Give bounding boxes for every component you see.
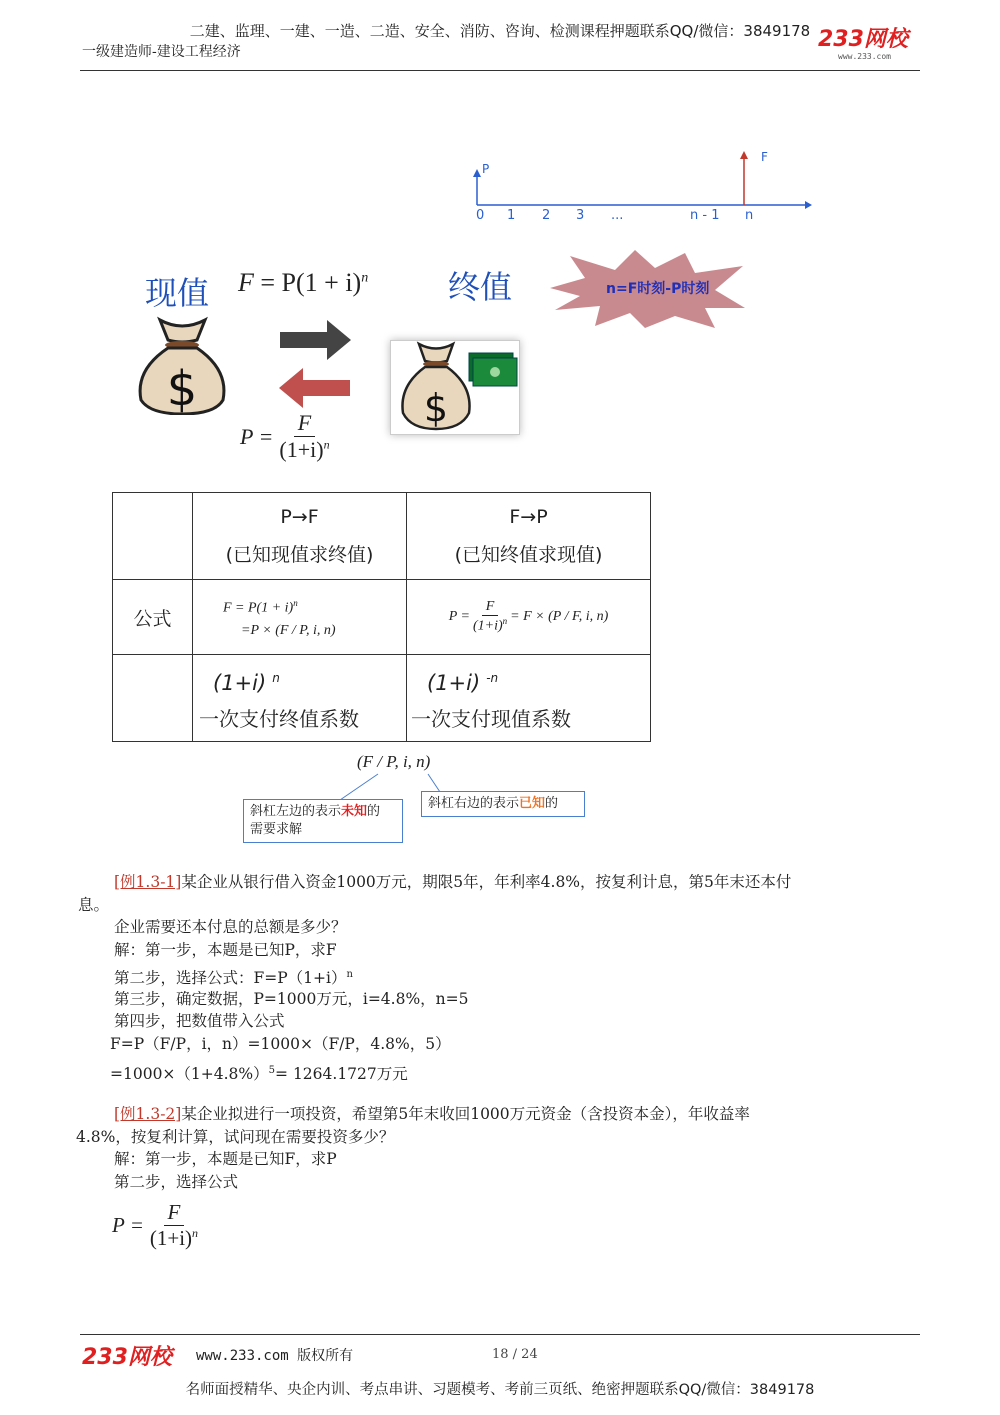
- tick-ellipsis: ...: [611, 208, 624, 223]
- coef2-cell: [407, 655, 651, 742]
- tick-1: 1: [507, 208, 516, 223]
- example2-formula: [112, 1200, 198, 1251]
- header-logo-url: www.233.com: [838, 52, 891, 61]
- col2-title: F→P: [509, 506, 548, 528]
- starburst-text: n=F时刻-P时刻: [606, 281, 710, 297]
- table-corner-cell: [113, 493, 193, 580]
- coef1-expr: (1+i): [213, 670, 267, 695]
- callout-left-highlight: 未知: [341, 804, 368, 819]
- notation-expr: (F / P, i, n): [357, 752, 431, 771]
- table-header-p-to-f: [193, 493, 407, 580]
- formula2-rhs: = F × (P / F, i, n): [510, 609, 609, 624]
- formula-p-den: $(1+i)^n$: [279, 437, 330, 462]
- coef2-expr: (1+i): [427, 670, 481, 695]
- formula1-exp: n: [293, 598, 298, 609]
- formula2-den: $(1+i)^n$: [472, 616, 508, 634]
- col1-title: P→F: [280, 506, 319, 528]
- coef2-exp: -n: [486, 670, 499, 685]
- svg-text:$: $: [423, 386, 449, 430]
- formula-p-lhs: P =: [240, 423, 274, 449]
- formula-f-lhs: F: [238, 268, 254, 297]
- example1-line4: 解：第一步，本题是已知P，求F: [114, 941, 337, 959]
- callout-left-line2: 需要求解: [250, 822, 303, 837]
- footer-copyright: www.233.com 版权所有: [196, 1348, 354, 1364]
- example1-line2: 息。: [78, 896, 110, 914]
- formula2-cell: [407, 580, 651, 655]
- example1-line5: 第二步，选择公式：$F=P(1+i)^n$: [114, 969, 353, 988]
- example1-text1: 某企业从银行借入资金1000万元，期限5年，年利率4.8%，按复利计息，第5年末还本付: [181, 873, 792, 891]
- table-row: [113, 493, 651, 580]
- example1-line3: 企业需要还本付息的总额是多少？: [114, 918, 347, 936]
- example1-label: [例1.3-1]: [114, 873, 182, 891]
- formula-present-value: [240, 410, 330, 463]
- coef1-name: 一次支付终值系数: [199, 706, 359, 731]
- svg-text:$: $: [166, 361, 198, 415]
- timeline-f-label: F: [761, 150, 768, 164]
- callout-left: [243, 799, 403, 843]
- example1-line7: 第四步，把数值带入公式: [114, 1012, 285, 1030]
- header-logo-text: 233网校: [818, 27, 908, 52]
- example2-formula-den: $(1+i)^n$: [149, 1226, 199, 1250]
- footer-bottom-line: 名师面授精华、央企内训、考点串讲、习题模考、考前三页纸、绝密押题联系QQ/微信：3849178: [185, 1382, 815, 1398]
- formula-future-value: [238, 268, 368, 298]
- col1-sub: (已知现值求终值): [225, 544, 374, 566]
- example2-line2: 4.8%，按复利计算，试问现在需要投资多少？: [76, 1128, 395, 1146]
- callout-right-post: 的: [545, 796, 559, 811]
- header-top-line: 二建、监理、一建、一造、二造、安全、消防、咨询、检测课程押题联系QQ/微信：3849178: [189, 22, 811, 40]
- example2-line1: [114, 1103, 914, 1125]
- footer-divider: [80, 1334, 920, 1335]
- formula-f-rhs: = P(1 + i): [260, 268, 362, 297]
- formula1-cell: [193, 580, 407, 655]
- header-logo: [818, 28, 908, 61]
- tick-3: 3: [576, 208, 585, 223]
- tick-n: n: [745, 208, 754, 223]
- formula1-line1: F = P(1 + i): [223, 600, 294, 616]
- money-bag-cash-icon: [391, 341, 519, 434]
- tick-0: 0: [476, 208, 485, 223]
- row-formula-label: 公式: [113, 580, 193, 655]
- future-value-title: 终值: [448, 268, 513, 306]
- coef2-name: 一次支付现值系数: [411, 706, 571, 731]
- example2-line3: 解：第一步，本题是已知F，求P: [114, 1150, 337, 1168]
- example2-formula-num: F: [164, 1200, 185, 1226]
- coef1-cell: [193, 655, 407, 742]
- arrow-right-icon: [280, 320, 351, 360]
- callout-right: [421, 791, 585, 817]
- header-subtitle: 一级建造师-建设工程经济: [82, 44, 241, 60]
- conversion-arrows: [275, 318, 355, 413]
- callout-left-pre: 斜杠左边的表示: [250, 804, 342, 819]
- example1-line9: $=1000\times(1+4.8\%)^5= 1264.1727$万元: [110, 1065, 408, 1084]
- footer-logo: 233网校: [82, 1345, 172, 1370]
- timeline-arrowhead: [805, 201, 812, 209]
- example1-line6: 第三步，确定数据，P=1000万元，i=4.8%，n=5: [114, 990, 469, 1008]
- formula-comparison-table: [112, 492, 651, 742]
- coef1-exp: n: [272, 670, 280, 685]
- table-empty-cell: [113, 655, 193, 742]
- future-money-box: [390, 340, 520, 435]
- formula2-num: F: [482, 599, 499, 616]
- present-value-title: 现值: [145, 274, 210, 312]
- p-arrowhead: [473, 169, 481, 177]
- arrow-left-icon: [279, 368, 350, 408]
- formula-p-num: F: [294, 410, 315, 437]
- example2-formula-lhs: P =: [112, 1213, 144, 1237]
- formula1-line2: =P × (F / P, i, n): [241, 622, 336, 638]
- example1-line1: [114, 871, 914, 893]
- footer-page-number: 18 / 24: [492, 1347, 538, 1362]
- money-bag-icon: [135, 310, 230, 415]
- callout-right-highlight: 已知: [519, 796, 546, 811]
- tick-2: 2: [542, 208, 551, 223]
- formula-f-exp: n: [361, 270, 369, 286]
- header-divider: [80, 70, 920, 71]
- callout-left-post: 的: [367, 804, 381, 819]
- example1-line8: F=P（F/P，i，n）=1000×（F/P，4.8%，5）: [110, 1035, 451, 1053]
- timeline-p-label: P: [482, 162, 490, 176]
- example2-label: [例1.3-2]: [114, 1105, 182, 1123]
- callout-right-pre: 斜杠右边的表示: [428, 796, 520, 811]
- col2-sub: (已知终值求现值): [454, 544, 603, 566]
- table-header-f-to-p: [407, 493, 651, 580]
- tick-n-minus-1: n - 1: [690, 208, 720, 223]
- f-arrowhead: [740, 151, 748, 159]
- example2-text1: 某企业拟进行一项投资，希望第5年末收回1000万元资金（含投资本金），年收益率: [181, 1105, 750, 1123]
- table-row: [113, 655, 651, 742]
- example2-line4: 第二步，选择公式: [114, 1173, 239, 1191]
- formula2-lhs: P =: [448, 609, 470, 624]
- table-row: [113, 580, 651, 655]
